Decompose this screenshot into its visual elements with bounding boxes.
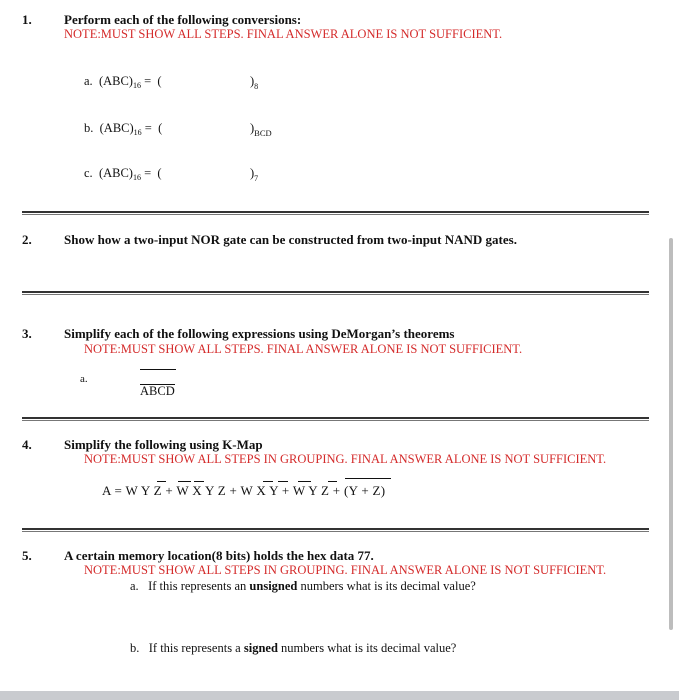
q5-part-a [130, 579, 476, 594]
q2-title: Show how a two-input NOR gate can be constructed from two-input NAND gates. [64, 232, 517, 247]
section-divider [22, 528, 649, 532]
q1-item-target: 8 [254, 82, 259, 91]
q1-item-open: ( [158, 121, 163, 135]
overbar [328, 481, 337, 482]
overbar [194, 481, 204, 482]
q1-item-expr: (ABC) [99, 121, 134, 135]
q3-overbar-outer [140, 369, 176, 370]
overbar [278, 481, 288, 482]
q1-item-close: ) [250, 74, 255, 88]
q5-part-pre: If this represents an [148, 579, 250, 593]
q1-item-target: 7 [254, 174, 259, 183]
q1-item-c [84, 166, 162, 182]
q5-part-label: a. [130, 579, 139, 593]
q1-item-close: ) [250, 166, 255, 180]
q4-number: 4. [22, 437, 32, 452]
q1-item-open: ( [157, 166, 162, 180]
q1-item-label: b. [84, 121, 94, 135]
q5-part-post: numbers what is its decimal value? [277, 641, 457, 655]
q1-note: NOTE:MUST SHOW ALL STEPS. FINAL ANSWER ALONE IS NOT SUFFICIENT. [64, 27, 503, 41]
q3-item-expr: ABCD [140, 384, 175, 398]
section-divider [22, 291, 649, 295]
q1-item-base: 16 [133, 128, 142, 137]
q1-item-base: 16 [132, 81, 141, 90]
q2-number: 2. [22, 232, 32, 247]
overbar [298, 481, 311, 482]
q3-note: NOTE:MUST SHOW ALL STEPS. FINAL ANSWER ALONE IS NOT SUFFICIENT. [84, 342, 523, 356]
q4-equation: A = W Y Z + W X Y Z + W X Y + W Y Z + (Y + Z) [102, 483, 386, 498]
bottom-bar [0, 691, 679, 700]
overbar [263, 481, 273, 482]
overbar [178, 481, 191, 482]
q5-title: A certain memory location(8 bits) holds the hex data 77. [64, 548, 374, 563]
q4-note: NOTE:MUST SHOW ALL STEPS IN GROUPING. FINAL ANSWER ALONE IS NOT SUFFICIENT. [84, 452, 607, 466]
q1-item-close: ) [250, 121, 255, 135]
q1-item-expr: (ABC) [98, 166, 133, 180]
q1-item-eq: = [144, 166, 152, 180]
q5-note: NOTE:MUST SHOW ALL STEPS IN GROUPING. FINAL ANSWER ALONE IS NOT SUFFICIENT. [84, 563, 607, 577]
overbar [157, 481, 166, 482]
q5-part-b [130, 641, 456, 656]
section-divider [22, 211, 649, 215]
q5-part-bold: signed [243, 641, 278, 655]
q1-item-b [84, 121, 162, 137]
q3-title: Simplify each of the following expressions using DeMorgan’s theorems [64, 326, 455, 341]
q1-item-c-close [250, 166, 258, 183]
q1-item-base: 16 [132, 173, 141, 182]
q1-item-expr: (ABC) [98, 74, 133, 88]
section-divider [22, 417, 649, 421]
q1-number: 1. [22, 12, 32, 27]
vertical-scrollbar[interactable] [669, 238, 673, 630]
q3-number: 3. [22, 326, 32, 341]
q3-item-label: a. [80, 373, 88, 385]
q1-item-label: a. [84, 74, 93, 88]
q1-item-label: c. [84, 166, 93, 180]
q1-item-eq: = [144, 74, 152, 88]
q1-title: Perform each of the following conversions: [64, 12, 302, 27]
q1-item-a-close [250, 74, 258, 91]
overbar [345, 478, 391, 479]
q5-part-label: b. [130, 641, 140, 655]
q1-item-a [84, 74, 162, 90]
q3-expression [140, 384, 175, 399]
q1-item-eq: = [144, 121, 152, 135]
q5-part-bold: unsigned [249, 579, 298, 593]
q1-item-open: ( [157, 74, 162, 88]
q4-title: Simplify the following using K-Map [64, 437, 263, 452]
q1-item-target: BCD [254, 128, 272, 138]
q5-number: 5. [22, 548, 32, 563]
q1-item-b-close [250, 121, 272, 138]
q5-part-pre: If this represents a [148, 641, 244, 655]
q5-part-post: numbers what is its decimal value? [297, 579, 476, 593]
